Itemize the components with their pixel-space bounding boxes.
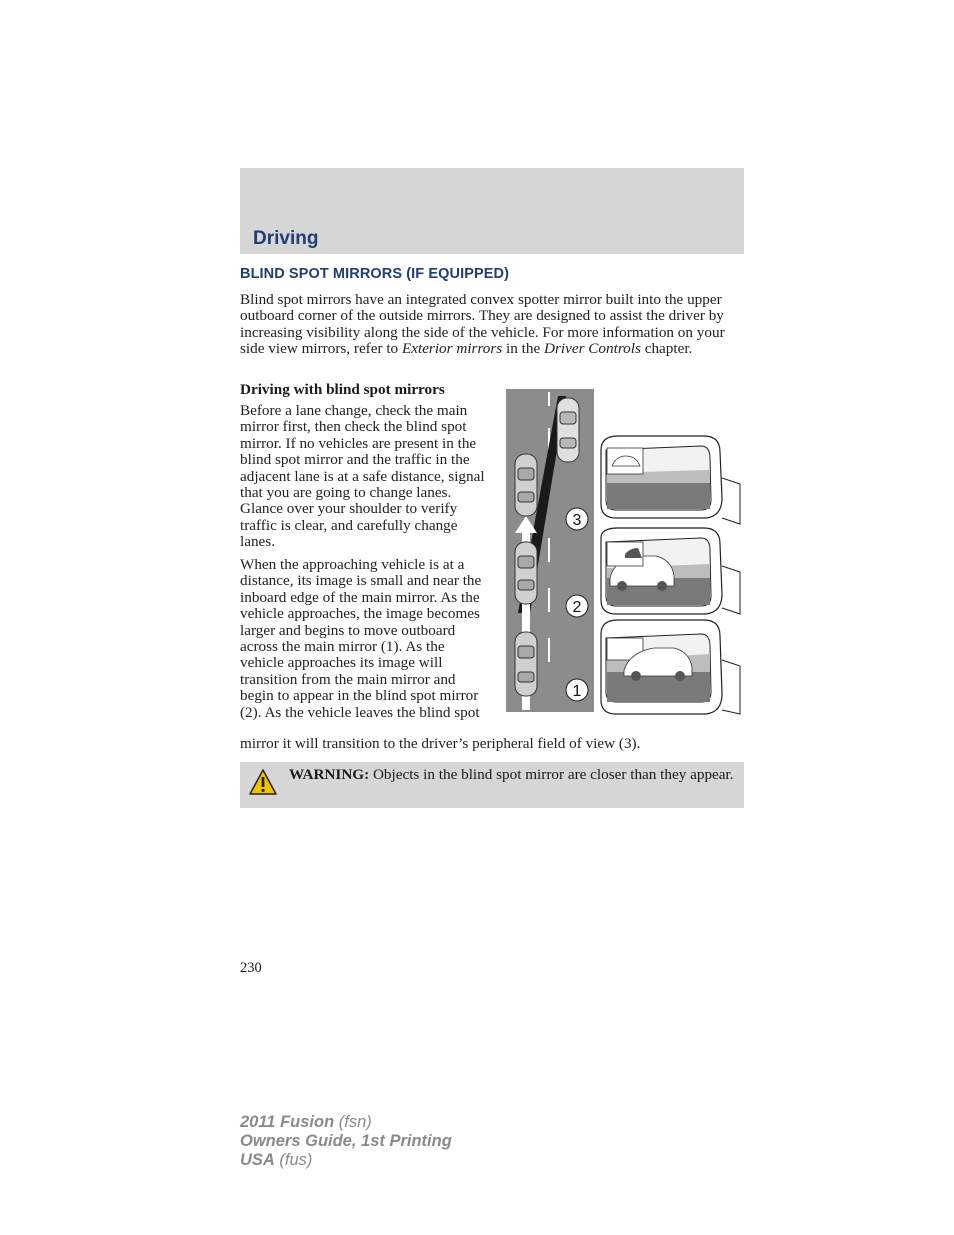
svg-text:3: 3 (572, 512, 582, 529)
approaching-vehicle-paragraph: When the approaching vehicle is at a distance, its image is small and near the inboard edge of the main mirror. As the vehicle approaches, the image becomes larger and begins to move outboard across the main mirror (1). As the vehicle approaches its image will transition from the main mirror and begin to appear in the blind spot mirror (2). As the vehicle leaves the blind spot (240, 556, 482, 721)
footer-document-info: 2011 Fusion (fsn) Owners Guide, 1st Printing USA (fus) (240, 1113, 452, 1169)
intro-paragraph: Blind spot mirrors have an integrated convex spotter mirror built into the upper outboard corner of the outside mirrors. They are designed to assist the driver by increasing visibility along the side of the vehicle. For more information on your side view mirrors, refer to Exterior mirrors in the Driver Controls chapter. (240, 291, 725, 358)
callout-2 (566, 595, 588, 617)
own-car-lane-change (515, 454, 537, 516)
own-car-rear (515, 632, 537, 696)
section-heading: BLIND SPOT MIRRORS (IF EQUIPPED) (240, 266, 510, 282)
approaching-vehicle-paragraph-end: mirror it will transition to the driver’s peripheral field of view (3). (240, 735, 641, 752)
exterior-mirrors-reference: Exterior mirrors (401, 340, 503, 358)
svg-text:2: 2 (572, 599, 582, 616)
driver-controls-reference: Driver Controls (544, 340, 641, 358)
warning-triangle-icon (248, 768, 278, 796)
warning-box (240, 762, 744, 808)
warning-text: WARNING: Objects in the blind spot mirror are closer than they appear. (289, 766, 734, 783)
mirror-view-1 (601, 620, 740, 714)
lane-change-paragraph: Before a lane change, check the main mirror first, then check the blind spot mirror. If no vehicles are present in the blind spot mirror and the traffic in the adjacent lane is at a safe distance, signal that you are going to change lanes. Glance over your shoulder to verify traffic is clear, and carefully change lanes. (240, 402, 485, 551)
blind-spot-mirror-illustration (506, 388, 746, 718)
svg-text:1: 1 (572, 683, 582, 700)
warning-label: WARNING: (289, 766, 370, 783)
own-car-middle (515, 542, 537, 604)
mirror-view-3 (601, 436, 740, 524)
mirror-view-2 (601, 528, 740, 614)
approaching-car (557, 398, 579, 462)
subsection-heading: Driving with blind spot mirrors (240, 381, 445, 398)
callout-1 (566, 679, 588, 701)
callout-3 (566, 508, 588, 530)
page-number: 230 (240, 960, 262, 976)
blind-spot-diagram (506, 388, 746, 718)
chapter-header-band (240, 168, 744, 254)
chapter-title: Driving (253, 228, 319, 249)
